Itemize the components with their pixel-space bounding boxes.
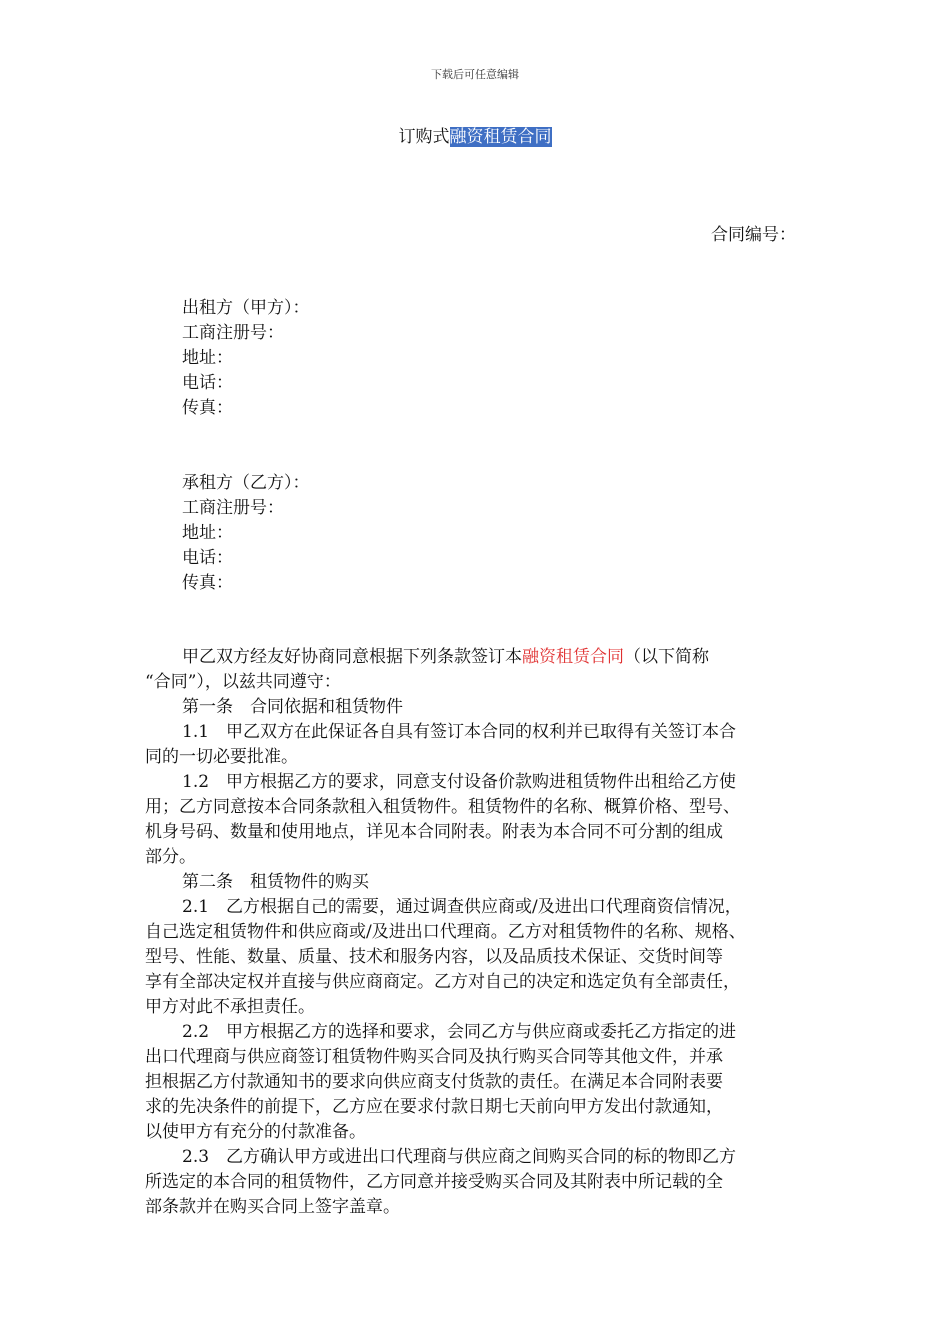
title-prefix: 订购式 bbox=[398, 127, 450, 147]
clause-2-1-line: 享有全部决定权并直接与供应商商定。乙方对自己的决定和选定负有全部责任， bbox=[145, 972, 740, 992]
clause-2-2-line: 出口代理商与供应商签订租赁物件购买合同及执行购买合同等其他文件，并承 bbox=[145, 1047, 723, 1067]
header-note: 下载后可任意编辑 bbox=[431, 68, 519, 81]
clause-1-1-line: 1.1 甲乙双方在此保证各自具有签订本合同的权利并已取得有关签订本合 bbox=[182, 722, 737, 742]
party-b-address: 地址： bbox=[182, 523, 233, 543]
party-b-fax: 传真： bbox=[182, 573, 233, 593]
clause-1-2-line: 机身号码、数量和使用地点，详见本合同附表。附表为本合同不可分割的组成 bbox=[145, 822, 723, 842]
clause-1-2-line: 1.2 甲方根据乙方的要求，同意支付设备价款购进租赁物件出租给乙方使 bbox=[182, 772, 737, 792]
clause-2-1-line: 自己选定租赁物件和供应商或/及进出口代理商。乙方对租赁物件的名称、规格、 bbox=[145, 922, 746, 942]
contract-number-label: 合同编号： bbox=[711, 225, 796, 245]
clause-1-2-line: 用；乙方同意按本合同条款租入租赁物件。租赁物件的名称、概算价格、型号、 bbox=[145, 797, 740, 817]
clause-2-1-line: 2.1 乙方根据自己的需要，通过调查供应商或/及进出口代理商资信情况， bbox=[182, 897, 742, 917]
clause-2-3-line: 所选定的本合同的租赁物件，乙方同意并接受购买合同及其附表中所记载的全 bbox=[145, 1172, 723, 1192]
intro-text-tail: （以下简称 bbox=[624, 647, 709, 667]
party-a-reg-no: 工商注册号： bbox=[182, 323, 284, 343]
clause-1-2-line: 部分。 bbox=[145, 847, 196, 867]
title-highlight: 融资租赁合同 bbox=[449, 127, 552, 147]
clause-2-2-line: 2.2 甲方根据乙方的选择和要求，会同乙方与供应商或委托乙方指定的进 bbox=[182, 1022, 737, 1042]
article-2-heading: 第二条 租赁物件的购买 bbox=[182, 872, 369, 892]
clause-2-3-line: 2.3 乙方确认甲方或进出口代理商与供应商之间购买合同的标的物即乙方 bbox=[182, 1147, 737, 1167]
party-a-block bbox=[182, 296, 310, 421]
clause-2-2-line: 以使甲方有充分的付款准备。 bbox=[145, 1122, 366, 1142]
party-a-address: 地址： bbox=[182, 348, 233, 368]
party-a-fax: 传真： bbox=[182, 398, 233, 418]
party-a-role: 出租方（甲方）： bbox=[182, 298, 310, 318]
contract-body bbox=[145, 645, 825, 1220]
intro-line-2: “合同”），以兹共同遵守： bbox=[145, 672, 341, 692]
clause-1-1-line: 同的一切必要批准。 bbox=[145, 747, 298, 767]
party-b-role: 承租方（乙方）： bbox=[182, 473, 310, 493]
clause-2-1-line: 型号、性能、数量、质量、技术和服务内容，以及品质技术保证、交货时间等 bbox=[145, 947, 723, 967]
intro-text: 甲乙双方经友好协商同意根据下列条款签订本 bbox=[182, 647, 522, 667]
clause-2-1-line: 甲方对此不承担责任。 bbox=[145, 997, 315, 1017]
party-a-phone: 电话： bbox=[182, 373, 233, 393]
party-b-block bbox=[182, 471, 310, 596]
party-b-reg-no: 工商注册号： bbox=[182, 498, 284, 518]
article-1-heading: 第一条 合同依据和租赁物件 bbox=[182, 697, 403, 717]
intro-highlight-term: 融资租赁合同 bbox=[522, 647, 624, 667]
clause-2-3-line: 部条款并在购买合同上签字盖章。 bbox=[145, 1197, 400, 1217]
clause-2-2-line: 求的先决条件的前提下，乙方应在要求付款日期七天前向甲方发出付款通知， bbox=[145, 1097, 723, 1117]
party-b-phone: 电话： bbox=[182, 548, 233, 568]
document-title bbox=[0, 126, 950, 148]
clause-2-2-line: 担根据乙方付款通知书的要求向供应商支付货款的责任。在满足本合同附表要 bbox=[145, 1072, 723, 1092]
intro-line-1 bbox=[145, 645, 825, 670]
